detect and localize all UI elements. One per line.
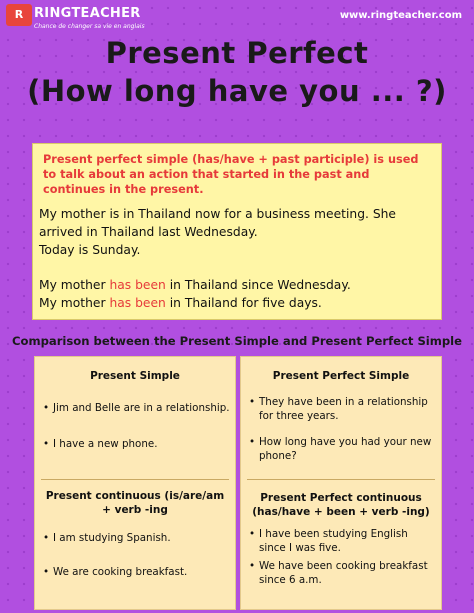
bullet-icon: •	[43, 402, 50, 414]
bullet-icon: •	[43, 532, 50, 544]
list-item: • We have been cooking breakfast since 6 a.m.	[249, 560, 428, 586]
list-item: • Jim and Belle are in a relationship.	[43, 402, 230, 414]
list-item: • I have been studying English since I was five.	[249, 528, 408, 554]
example-text: in Thailand for five days.	[165, 296, 322, 310]
present-simple-panel	[34, 356, 236, 610]
bullet-icon: •	[249, 396, 256, 408]
page-title: Present Perfect	[105, 36, 369, 70]
site-url-link[interactable]: www.ringteacher.com	[339, 10, 462, 21]
panel-heading: Present Simple	[90, 370, 180, 382]
example-text: My mother	[39, 278, 110, 292]
example-text: My mother	[39, 296, 110, 310]
example-sentence	[39, 277, 351, 294]
bullet-icon: •	[249, 436, 256, 448]
list-item: • I am studying Spanish.	[43, 532, 171, 544]
logo-tagline: Chance de changer sa vie en anglais	[34, 23, 145, 30]
ringteacher-logo[interactable]	[6, 4, 145, 38]
example-sentence	[39, 295, 322, 312]
example-line: Today is Sunday.	[39, 243, 141, 257]
explanation-box	[32, 143, 442, 320]
logo-name: RINGTEACHER	[34, 6, 141, 21]
rule-text: Present perfect simple (has/have + past participle) is used to talk about an action that started in the past and continues in the present.	[43, 153, 419, 196]
present-perfect-panel	[240, 356, 442, 610]
panel-heading: Present Perfect continuous (has/have + been + verb -ing)	[252, 492, 430, 518]
bullet-icon: •	[43, 566, 50, 578]
highlight-has-been: has been	[109, 296, 166, 310]
example-line: arrived in Thailand last Wednesday.	[39, 225, 258, 239]
panel-heading: Present Perfect Simple	[272, 370, 410, 382]
list-item: • I have a new phone.	[43, 438, 158, 450]
divider	[41, 479, 229, 480]
comparison-title: Comparison between the Present Simple and Present Perfect Simple	[12, 334, 462, 348]
example-text: in Thailand since Wednesday.	[165, 278, 351, 292]
logo-badge-icon: R	[6, 4, 32, 26]
list-item: • They have been in a relationship for three years.	[249, 396, 428, 422]
highlight-has-been: has been	[109, 278, 166, 292]
bullet-icon: •	[249, 528, 256, 540]
bullet-icon: •	[43, 438, 50, 450]
divider	[247, 479, 435, 480]
page-subtitle: (How long have you ... ?)	[27, 74, 447, 108]
panel-heading: Present continuous (is/are/am + verb -ing	[45, 490, 225, 516]
list-item: • How long have you had your new phone?	[249, 436, 432, 462]
example-line: My mother is in Thailand now for a business meeting. She	[39, 207, 396, 221]
bullet-icon: •	[249, 560, 256, 572]
list-item: • We are cooking breakfast.	[43, 566, 188, 578]
